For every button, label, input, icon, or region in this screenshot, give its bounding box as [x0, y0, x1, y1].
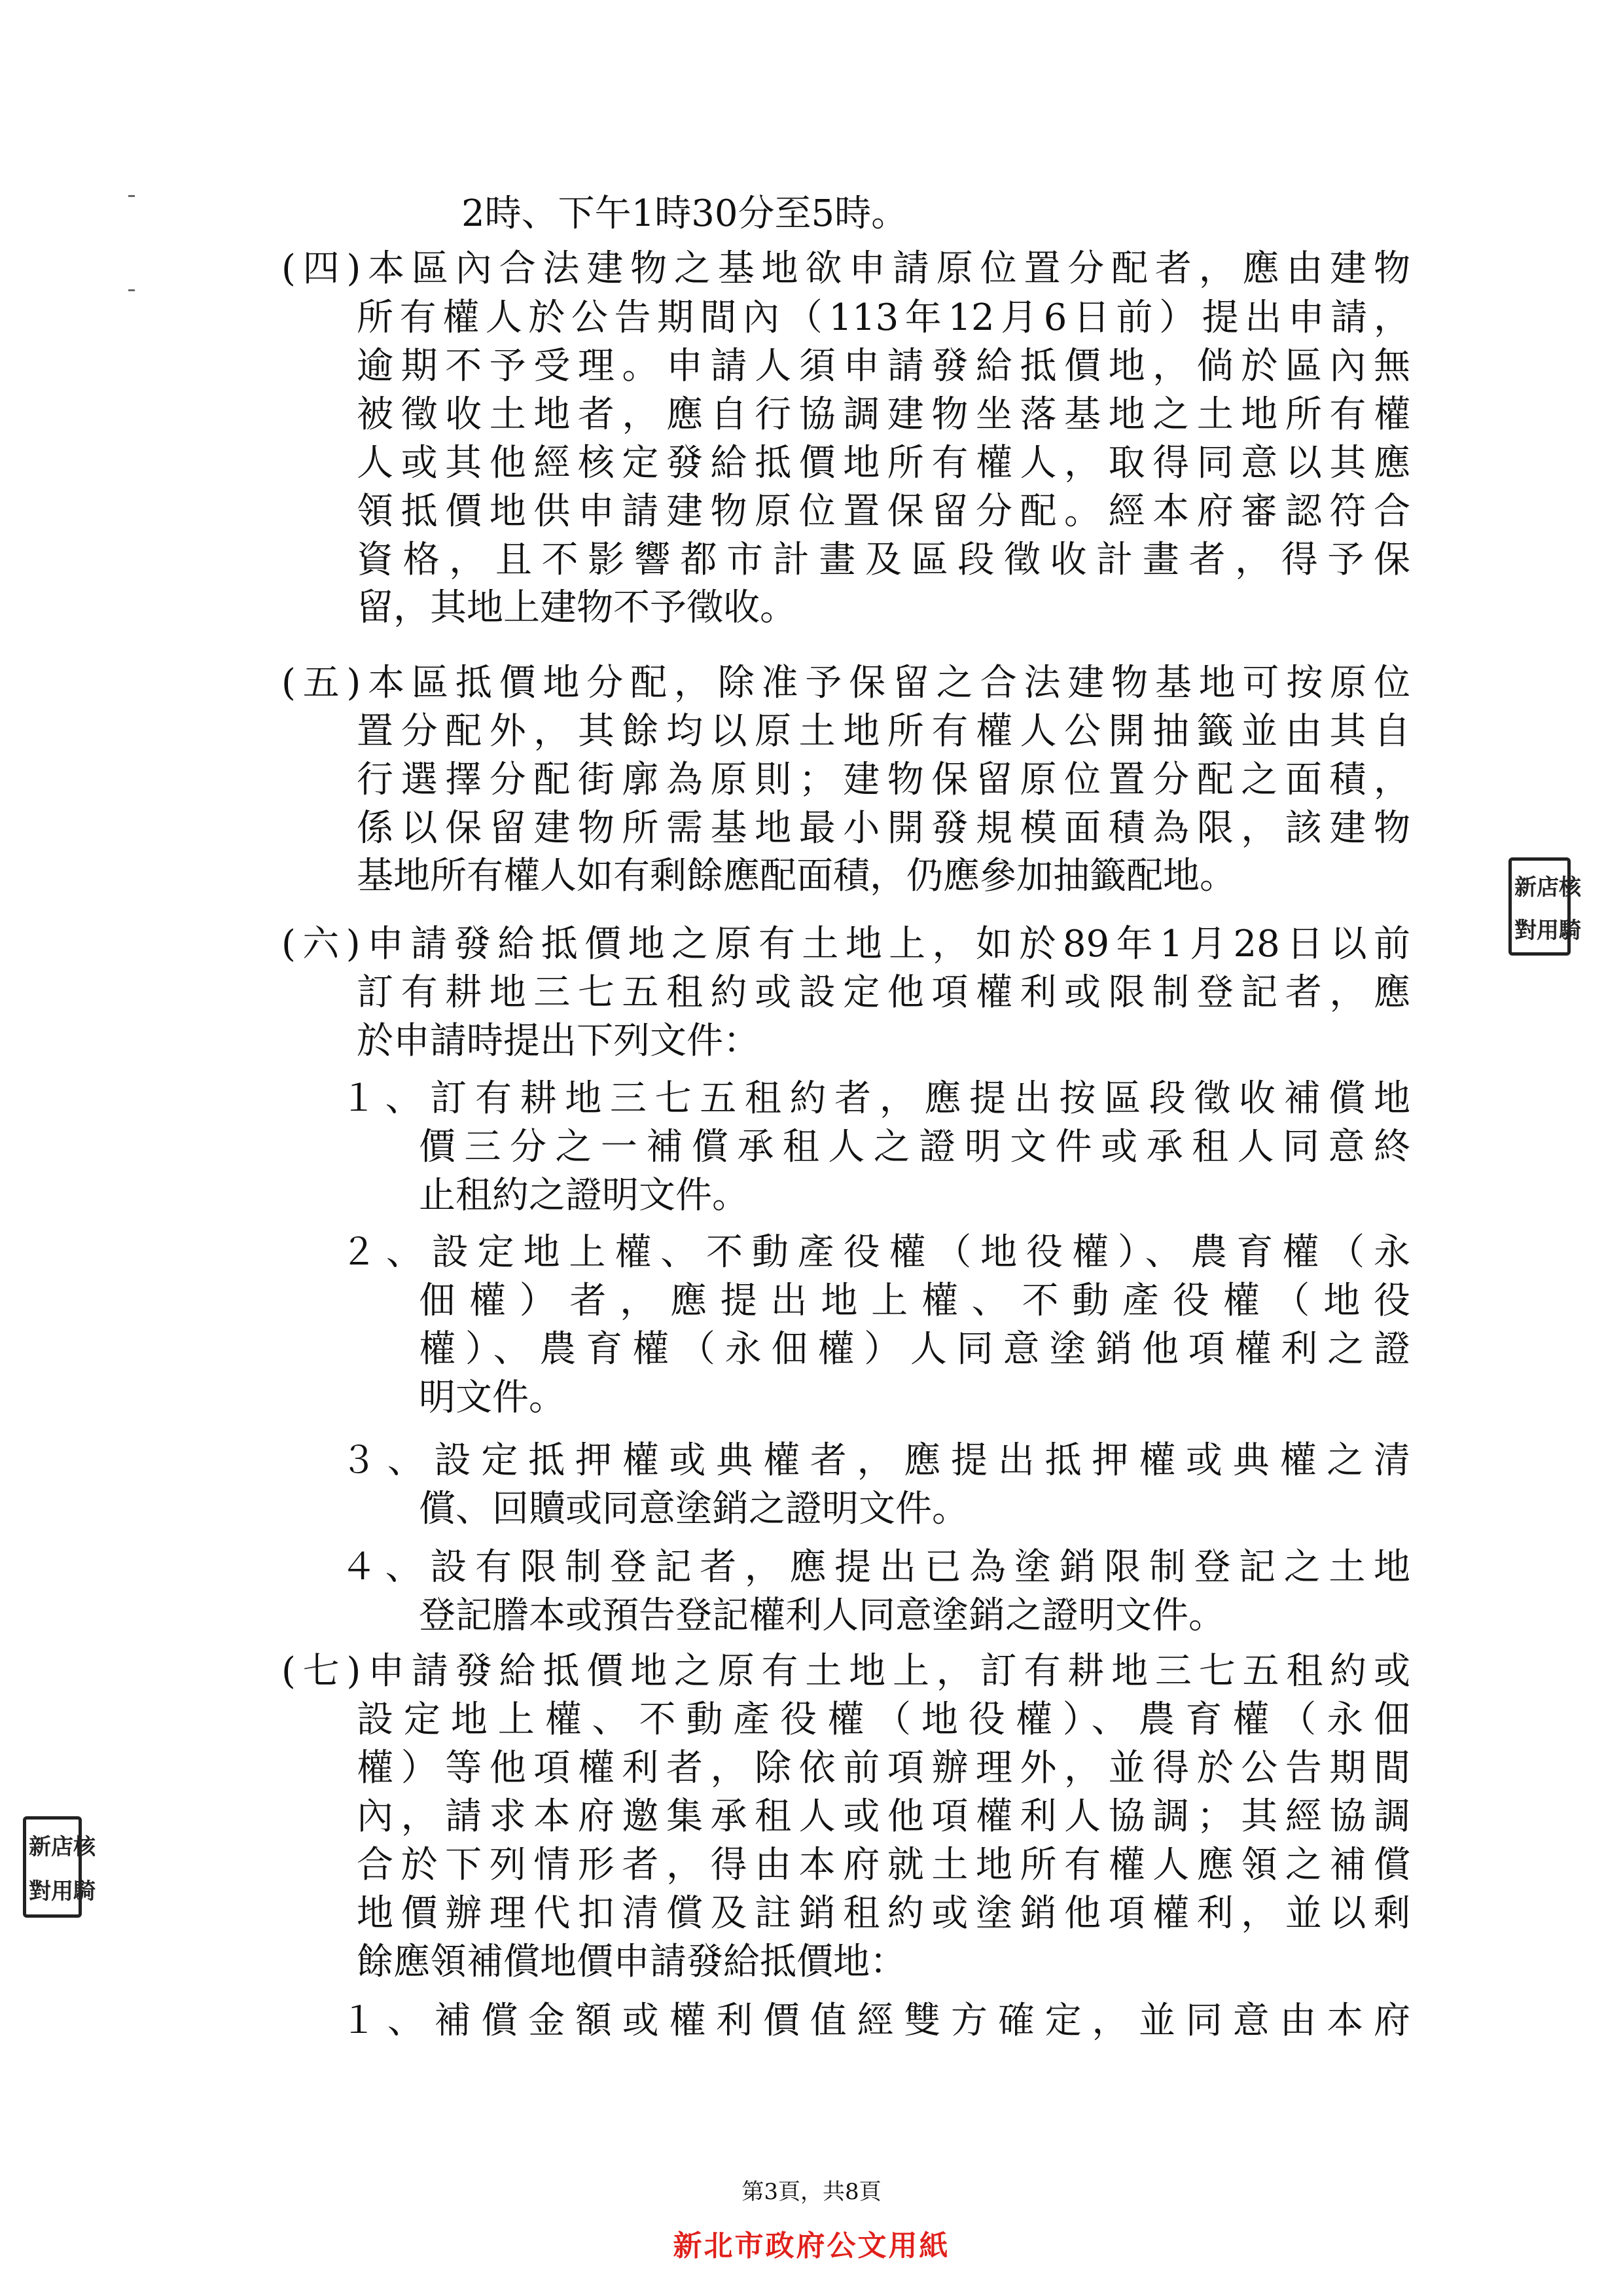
text-line: 行選擇分配街廓為原則；建物保留原位置分配之面積，	[357, 759, 1410, 801]
text-line: 於申請時提出下列文件：	[357, 1020, 760, 1062]
text-line: 逾期不予受理。申請人須申請發給抵價地，倘於區內無	[357, 345, 1410, 387]
text-line: １、訂有耕地三七五租約者，應提出按區段徵收補償地	[340, 1077, 1410, 1120]
official-paper-label: 新北市政府公文用紙	[673, 2229, 950, 2263]
seal-glyph: 對	[29, 1878, 51, 1905]
binding-seal-right	[1508, 857, 1581, 956]
text-line: 資格，且不影響都市計畫及區段徵收計畫者，得予保	[357, 539, 1410, 581]
text-line: 內，請求本府邀集承租人或他項權利人協調；其經協調	[357, 1795, 1410, 1838]
text-line: 2時、下午1時30分至5時。	[461, 192, 908, 235]
seal-glyph: 核	[73, 1833, 96, 1860]
seal-glyph: 新	[29, 1833, 51, 1860]
text-line: (五)本區抵價地分配，除准予保留之合法建物基地可按原位	[281, 662, 1410, 704]
text-line: 基地所有權人如有剩餘應配面積，仍應參加抽籤配地。	[357, 855, 1236, 897]
seal-glyph: 店	[1537, 874, 1559, 901]
text-line: 登記謄本或預告登記權利人同意塗銷之證明文件。	[419, 1594, 1225, 1637]
text-line: 領抵價地供申請建物原位置保留分配。經本府審認符合	[357, 490, 1410, 533]
seal-glyph: 用	[51, 1878, 73, 1905]
text-line: (七)申請發給抵價地之原有土地上，訂有耕地三七五租約或	[281, 1650, 1410, 1693]
text-line: ４、設有限制登記者，應提出已為塗銷限制登記之土地	[340, 1546, 1410, 1588]
text-line: 餘應領補償地價申請發給抵價地：	[357, 1941, 906, 1983]
text-line: 人或其他經核定發給抵價地所有權人，取得同意以其應	[357, 442, 1410, 484]
scan-mark	[128, 289, 135, 291]
text-line: 價三分之一補償承租人之證明文件或承租人同意終	[419, 1126, 1410, 1168]
seal-glyph: 核	[1559, 874, 1581, 901]
text-line: 被徵收土地者，應自行協調建物坐落基地之土地所有權	[357, 393, 1410, 436]
page-number: 第3頁，共8頁	[741, 2179, 882, 2205]
text-line: 設定地上權、不動產役權（地役權）、農育權（永佃	[357, 1698, 1410, 1741]
seal-glyph: 用	[1537, 917, 1559, 944]
text-line: 合於下列情形者，得由本府就土地所有權人應領之補償	[357, 1844, 1410, 1886]
seal-glyph: 對	[1514, 917, 1537, 944]
text-line: 明文件。	[419, 1376, 565, 1419]
text-line: 止租約之證明文件。	[419, 1174, 749, 1217]
text-line: 係以保留建物所需基地最小開發規模面積為限，該建物	[357, 807, 1410, 850]
text-line: 所有權人於公告期間內（113年12月6日前）提出申請，	[357, 296, 1410, 339]
text-line: 地價辦理代扣清償及註銷租約或塗銷他項權利，並以剩	[357, 1892, 1410, 1935]
seal-glyph: 新	[1514, 874, 1537, 901]
text-line: ２、設定地上權、不動產役權（地役權）、農育權（永	[340, 1231, 1410, 1274]
binding-seal-left	[23, 1816, 96, 1918]
text-line: 佃權）者，應提出地上權、不動產役權（地役	[419, 1280, 1410, 1322]
text-line: ３、設定抵押權或典權者，應提出抵押權或典權之清	[340, 1439, 1410, 1482]
text-line: 訂有耕地三七五租約或設定他項權利或限制登記者，應	[357, 971, 1410, 1014]
seal-glyph: 騎	[73, 1878, 96, 1905]
text-line: 置分配外，其餘均以原土地所有權人公開抽籤並由其自	[357, 710, 1410, 753]
text-line: 償、回贖或同意塗銷之證明文件。	[419, 1488, 969, 1530]
text-line: １、補償金額或權利價值經雙方確定，並同意由本府	[340, 2000, 1410, 2042]
seal-glyph: 騎	[1559, 917, 1581, 944]
text-line: (六)申請發給抵價地之原有土地上，如於89年1月28日以前	[281, 923, 1410, 965]
text-line: 留，其地上建物不予徵收。	[357, 586, 796, 629]
text-line: (四)本區內合法建物之基地欲申請原位置分配者，應由建物	[281, 247, 1410, 290]
text-line: 權）等他項權利者，除依前項辦理外，並得於公告期間	[357, 1747, 1410, 1789]
scan-mark	[128, 195, 135, 197]
text-line: 權）、農育權（永佃權）人同意塗銷他項權利之證	[419, 1328, 1410, 1371]
seal-glyph: 店	[51, 1833, 73, 1860]
